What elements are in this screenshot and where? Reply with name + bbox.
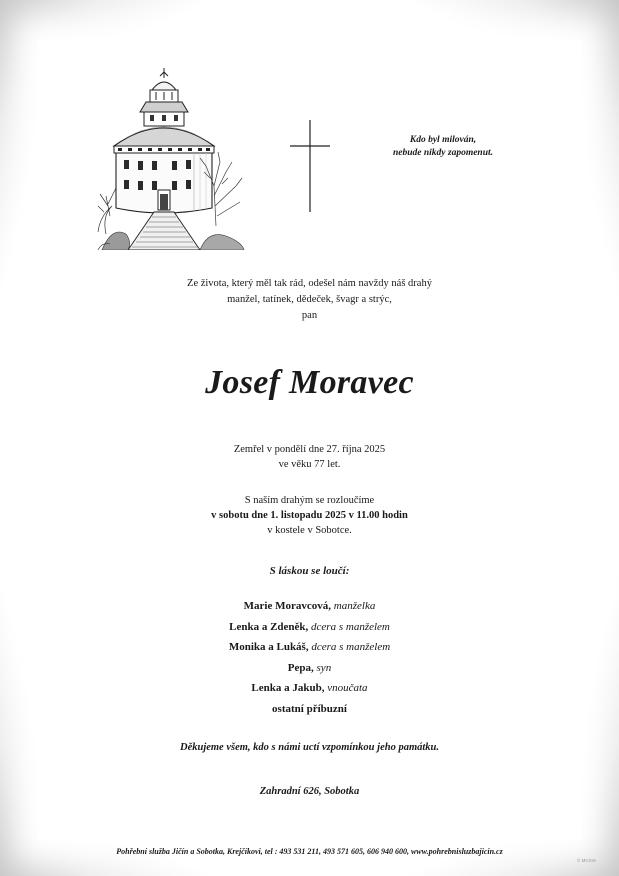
motto-line-2: nebude nikdy zapomenut. [392,148,494,158]
mourners-heading: S láskou se loučí: [269,565,350,577]
list-item [0,617,619,638]
mourner-name: Monika a Lukáš, [228,641,309,653]
family-address: Zahradní 626, Sobotka [259,786,360,797]
mourner-name: Marie Moravcová, [243,600,332,612]
death-line-1: Zemřel v pondělí dne 27. října 2025 [233,444,386,455]
intro-line-2: manžel, tatínek, dědeček, švagr a strýc, [227,294,392,305]
castle-tower-illustration [96,66,246,250]
ceremony-datetime: v sobotu dne 1. listopadu 2025 v 11.00 hodin [211,510,408,521]
motto-line-1: Kdo byl milován, [409,135,477,145]
mourner-relation: dcera s manželem [311,620,390,633]
mourner-relation: dcera s manželem [311,641,391,653]
mourner-name: Pepa, [287,661,314,674]
list-item [0,699,619,720]
ceremony-line-1: S naším drahým se rozloučíme [244,495,375,506]
mourner-relation: manželka [333,600,376,612]
intro-text [0,276,619,324]
deceased-name: Josef Moravec [205,364,414,401]
ceremony-info [0,493,619,538]
death-info [0,442,619,472]
memorial-motto [378,134,508,160]
list-item [0,596,619,617]
list-item [0,637,619,658]
mourner-relation: vnoučata [327,682,368,694]
funeral-service-footer: Pohřební služba Jičín a Sobotka, Krejčíkovi, tel : 493 531 211, 493 571 605, 606 940 600, www.pohrebnisluzbajicin.cz [116,847,503,856]
intro-line-1: Ze života, který měl tak rád, odešel nám navždy náš drahý [187,278,432,289]
mourner-name: ostatní příbuzní [272,702,347,715]
thanks-note: Děkujeme všem, kdo s námi uctí vzpomínkou jeho památku. [179,742,439,753]
list-item [0,678,619,699]
death-line-2: ve věku 77 let. [278,459,341,470]
mourner-name: Lenka a Zdeněk, [229,620,309,633]
list-item [0,658,619,679]
mourner-name: Lenka a Jakub, [251,682,325,694]
watermark-text: © MCSW [577,858,596,863]
mourner-relation: syn [316,661,332,674]
cross-icon [288,120,332,212]
ceremony-place: v kostele v Sobotce. [267,525,352,536]
mourners-list [0,596,619,719]
intro-line-3: pan [301,310,318,321]
